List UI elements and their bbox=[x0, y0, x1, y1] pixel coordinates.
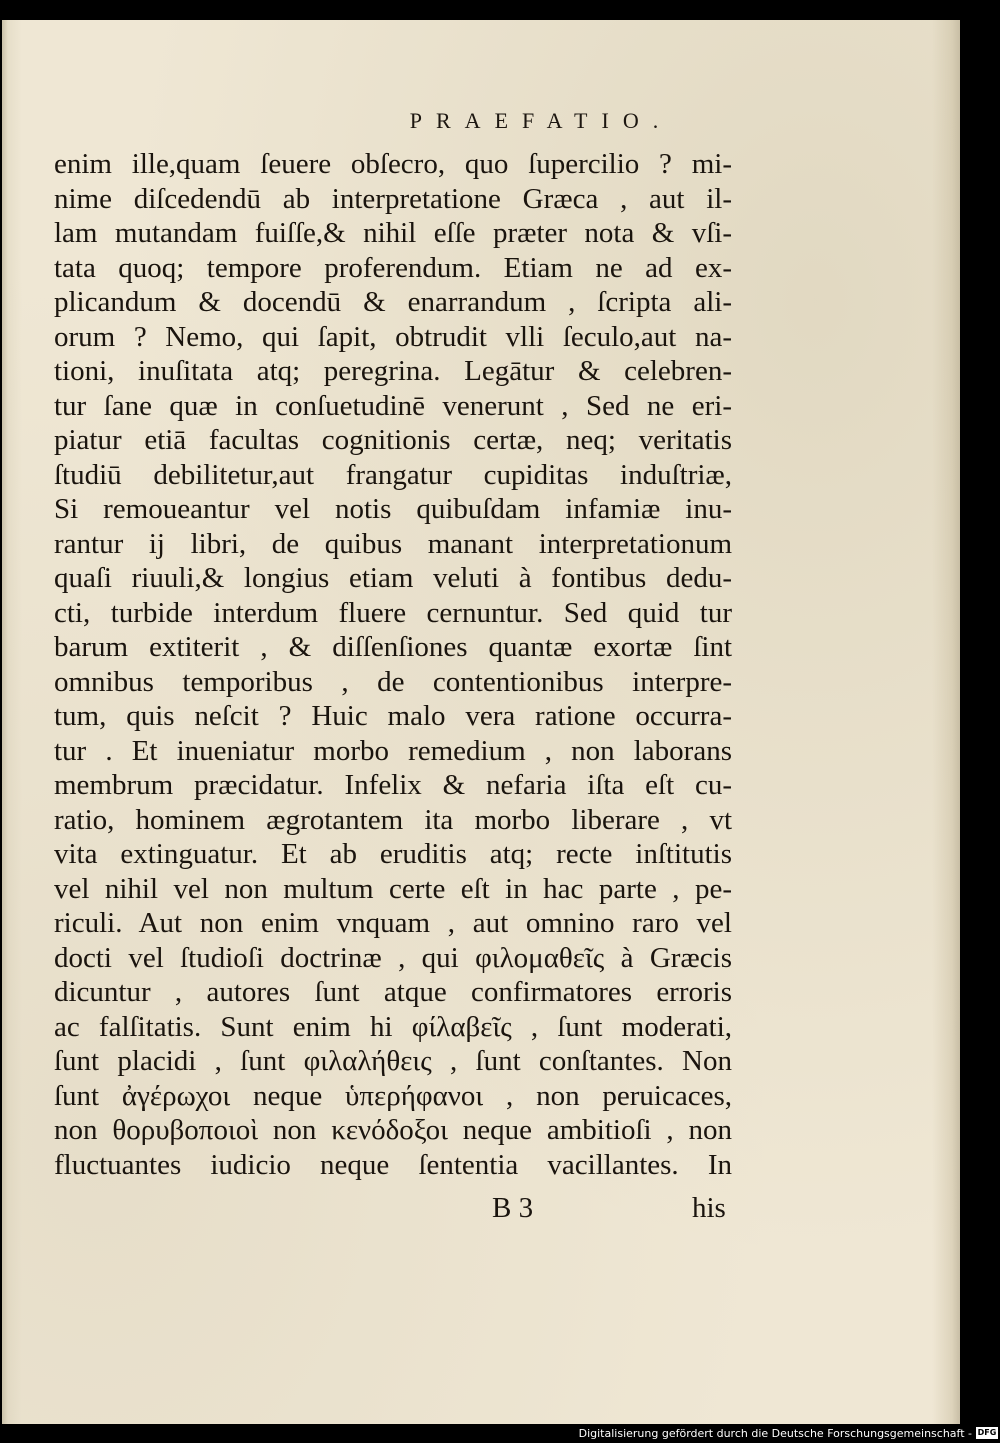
text-line: omnibus temporibus , de contentionibus interpre- bbox=[54, 665, 732, 698]
text-line: barum extiterit , & diſſenſiones quantæ exortæ ſint bbox=[54, 631, 732, 663]
text-line: tioni, inuſitata atq; peregrina. Legātur & celebren- bbox=[54, 355, 732, 387]
body-text bbox=[54, 147, 732, 1182]
text-line: plicandum & docendū & enarrandum , ſcripta ali- bbox=[54, 286, 732, 318]
text-line: dicuntur , autores ſunt atque confirmatores erroris bbox=[54, 976, 732, 1008]
text-line: membrum præcidatur. Infelix & nefaria iſta eſt cu- bbox=[54, 769, 732, 801]
text-line: nime diſcedendū ab interpretatione Græca , aut il- bbox=[54, 182, 732, 215]
signature-mark: B 3 bbox=[492, 1192, 534, 1224]
text-line: fluctuantes iudicio neque ſententia vacillantes. In bbox=[54, 1148, 732, 1181]
text-line: rantur ij libri, de quibus manant interpretationum bbox=[54, 527, 732, 560]
text-line: ſunt placidi , ſunt φιλαλήθεις , ſunt conſtantes. Non bbox=[54, 1045, 732, 1077]
text-line: piatur etiā facultas cognitionis certæ, neq; veritatis bbox=[54, 424, 732, 456]
text-line: enim ille,quam ſeuere obſecro, quo ſupercilio ? mi- bbox=[54, 148, 732, 180]
text-line: cti, turbide interdum fluere cernuntur. Sed quid tur bbox=[54, 596, 732, 629]
text-line: orum ? Nemo, qui ſapit, obtrudit vlli ſeculo,aut na- bbox=[54, 320, 732, 353]
text-line: quaſi riuuli,& longius etiam veluti à fontibus dedu- bbox=[54, 562, 732, 594]
text-line: Si remoueantur vel notis quibuſdam infamiæ inu- bbox=[54, 493, 732, 525]
text-line: tur ſane quæ in conſuetudinē venerunt , Sed ne eri- bbox=[54, 389, 732, 422]
text-line: vel nihil vel non multum certe eſt in hac parte , pe- bbox=[54, 872, 732, 905]
text-line: ſtudiū debilitetur,aut frangatur cupiditas induſtriæ, bbox=[54, 458, 732, 491]
dfg-credit-text: Digitalisierung gefördert durch die Deutsche Forschungsgemeinschaft - bbox=[578, 1427, 972, 1440]
text-line: vita extinguatur. Et ab eruditis atq; recte inſtitutis bbox=[54, 838, 732, 870]
text-line: lam mutandam fuiſſe,& nihil eſſe præter nota & vſi- bbox=[54, 217, 732, 249]
book-page bbox=[2, 20, 960, 1424]
text-line: tum, quis neſcit ? Huic malo vera ratione occurra- bbox=[54, 700, 732, 732]
text-line: tur . Et inueniatur morbo remedium , non laborans bbox=[54, 734, 732, 767]
text-line: docti vel ſtudioſi doctrinæ , qui φιλομαθεῖς à Græcis bbox=[54, 941, 732, 974]
page-footer bbox=[2, 1192, 960, 1232]
text-line: non θορυβοποιοὶ non κενόδοξοι neque ambitioſi , non bbox=[54, 1114, 732, 1146]
text-line: ſunt ἀγέρωχοι neque ὑπερήφανοι , non peruicaces, bbox=[54, 1079, 732, 1112]
catchword: his bbox=[692, 1192, 726, 1224]
dfg-logo-icon: DFG bbox=[977, 1428, 997, 1437]
text-line: tata quoq; tempore proferendum. Etiam ne ad ex- bbox=[54, 251, 732, 284]
text-line: ratio, hominem ægrotantem ita morbo liberare , vt bbox=[54, 803, 732, 836]
text-line: ac falſitatis. Sunt enim hi φίλαβεῖς , ſunt moderati, bbox=[54, 1010, 732, 1043]
running-header: PRAEFATIO. bbox=[409, 108, 673, 133]
text-line: riculi. Aut non enim vnquam , aut omnino raro vel bbox=[54, 907, 732, 939]
